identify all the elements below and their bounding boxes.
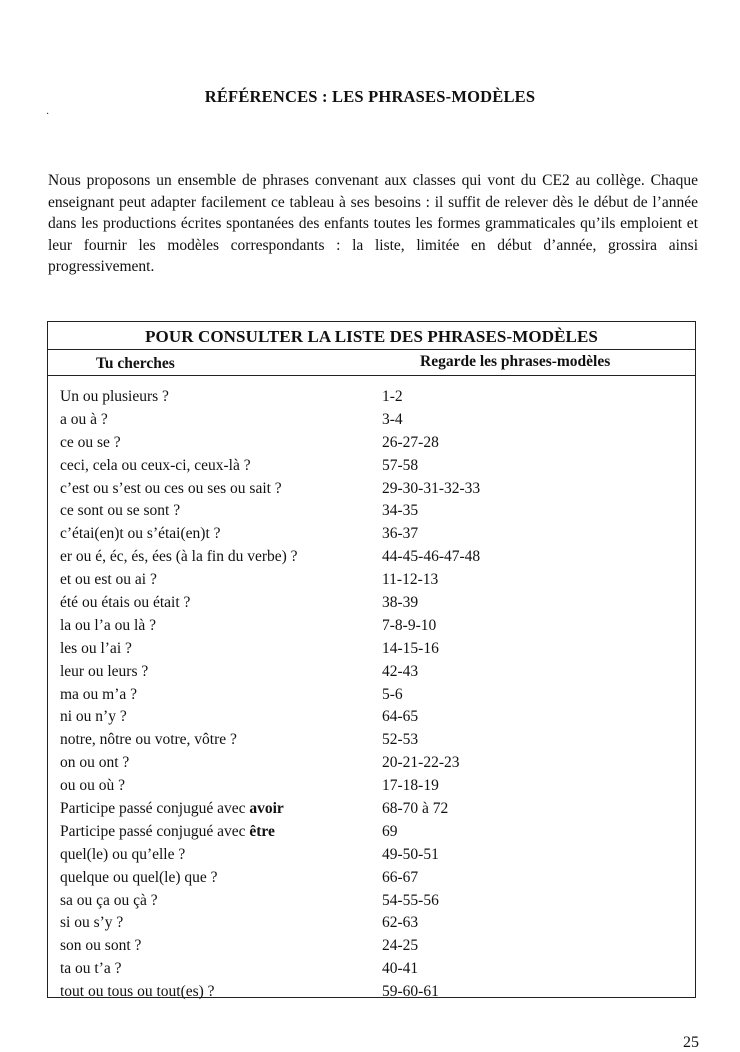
table-rows	[48, 386, 695, 1004]
model-reference: 26-27-28	[382, 433, 439, 451]
page-title: RÉFÉRENCES : LES PHRASES-MODÈLES	[204, 87, 536, 106]
model-reference: 34-35	[382, 502, 419, 520]
search-term	[60, 592, 190, 615]
model-reference: 14-15-16	[382, 639, 439, 657]
table-row	[48, 981, 695, 1004]
table-title: POUR CONSULTER LA LISTE DES PHRASES-MODÈLES	[145, 327, 598, 346]
search-term-text: ni ou n’y ?	[60, 708, 127, 726]
table-row	[48, 523, 695, 546]
model-reference: 11-12-13	[382, 571, 439, 589]
table-row	[48, 958, 695, 981]
search-term-text: on ou ont ?	[60, 754, 130, 772]
table-row	[48, 409, 695, 432]
search-term-text: Un ou plusieurs ?	[60, 388, 169, 405]
search-term	[60, 752, 129, 775]
search-term	[60, 569, 157, 592]
search-term-text: et ou est ou ai ?	[60, 571, 157, 589]
search-term	[60, 706, 127, 729]
search-term	[60, 844, 185, 867]
model-reference: 7-8-9-10	[382, 616, 437, 634]
search-term	[60, 935, 141, 958]
table-row	[48, 729, 695, 752]
table-row	[48, 569, 695, 592]
search-term	[60, 638, 132, 661]
model-reference: 57-58	[382, 456, 419, 474]
table-row	[48, 478, 695, 501]
column-header-models: Regarde les phrases-modèles	[420, 353, 611, 370]
table-row	[48, 706, 695, 729]
model-reference: 68-70 à 72	[382, 800, 449, 818]
search-term-emphasis: avoir	[249, 800, 284, 818]
search-term-text: ce ou se ?	[60, 433, 121, 451]
table-row	[48, 386, 695, 409]
model-reference: 3-4	[382, 410, 403, 428]
search-term-text: c’est ou s’est ou ces ou ses ou sait ?	[60, 479, 282, 497]
divider	[48, 375, 695, 376]
model-reference: 49-50-51	[382, 845, 439, 863]
search-term-text: leur ou leurs ?	[60, 662, 149, 680]
table-row	[48, 661, 695, 684]
reference-table	[47, 321, 696, 1001]
model-reference: 29-30-31-32-33	[382, 479, 481, 497]
search-term-text: ou ou où ?	[60, 777, 126, 795]
model-reference: 66-67	[382, 868, 419, 886]
search-term	[60, 409, 108, 432]
search-term-text: ceci, cela ou ceux-ci, ceux-là ?	[60, 456, 251, 474]
column-header-search: Tu cherches	[96, 355, 175, 372]
search-term-text: c’étai(en)t ou s’étai(en)t ?	[60, 525, 221, 543]
model-reference: 20-21-22-23	[382, 754, 460, 772]
search-term-text: notre, nôtre ou votre, vôtre ?	[60, 731, 237, 749]
search-term	[60, 455, 251, 478]
search-term	[60, 432, 121, 455]
search-term	[60, 386, 169, 409]
model-reference: 52-53	[382, 731, 419, 749]
search-term-emphasis: être	[249, 822, 275, 840]
table-row	[48, 455, 695, 478]
model-reference: 5-6	[382, 685, 403, 703]
table-row	[48, 844, 695, 867]
search-term-text: Participe passé conjugué avec	[60, 822, 250, 840]
model-reference: 44-45-46-47-48	[382, 548, 481, 566]
search-term-text: quelque ou quel(le) que ?	[60, 868, 218, 886]
search-term	[60, 890, 158, 913]
table-row	[48, 684, 695, 707]
table-row	[48, 935, 695, 958]
table-row	[48, 912, 695, 935]
intro-paragraph: Nous proposons un ensemble de phrases convenant aux classes qui vont du CE2 au collège. Chaque enseignant peut adapter facilement ce tableau à ses besoins : il suffit de relever dès le début de l’année dans les productions écrites spontanées des enfants toutes les formes grammaticales qu’ils emploient et leur fournir les modèles correspondants : la liste, limitée en début d’année, grossira ainsi progressivement.	[48, 172, 698, 276]
search-term	[60, 478, 282, 501]
table-row	[48, 546, 695, 569]
stray-mark: ·	[46, 109, 50, 120]
search-term	[60, 684, 137, 707]
search-term-text: quel(le) ou qu’elle ?	[60, 845, 186, 863]
search-term-text: les ou l’ai ?	[60, 639, 132, 657]
model-reference: 69	[382, 822, 398, 840]
search-term-text: a ou à ?	[60, 410, 108, 428]
search-term-text: ma ou m’a ?	[60, 685, 138, 703]
table-row	[48, 752, 695, 775]
table-row	[48, 890, 695, 913]
search-term-text: sa ou ça ou çà ?	[60, 891, 158, 909]
table-row	[48, 615, 695, 638]
table-row	[48, 638, 695, 661]
model-reference: 62-63	[382, 914, 419, 932]
table-row	[48, 821, 695, 844]
table-row	[48, 775, 695, 798]
search-term-text: er ou é, éc, és, ées (à la fin du verbe) ?	[60, 548, 298, 566]
search-term	[60, 615, 156, 638]
search-term-text: tout ou tous ou tout(es) ?	[60, 983, 215, 1001]
search-term-text: si ou s’y ?	[60, 914, 124, 932]
search-term-text: ta ou t’a ?	[60, 960, 122, 978]
table-row	[48, 500, 695, 523]
search-term-text: été ou étais ou était ?	[60, 594, 191, 612]
model-reference: 36-37	[382, 525, 419, 543]
model-reference: 42-43	[382, 662, 419, 680]
table-row	[48, 592, 695, 615]
table-row	[48, 867, 695, 890]
model-reference: 64-65	[382, 708, 419, 726]
search-term	[60, 500, 180, 523]
model-reference: 59-60-61	[382, 983, 439, 1001]
search-term	[60, 661, 148, 684]
table-row	[48, 432, 695, 455]
model-reference: 17-18-19	[382, 777, 439, 795]
page-number: 25	[683, 1034, 699, 1051]
search-term	[60, 798, 284, 821]
model-reference: 1-2	[382, 388, 403, 405]
model-reference: 54-55-56	[382, 891, 439, 909]
search-term	[60, 912, 123, 935]
search-term	[60, 821, 275, 844]
search-term-text: la ou l’a ou là ?	[60, 616, 156, 634]
model-reference: 38-39	[382, 594, 419, 612]
model-reference: 40-41	[382, 960, 419, 978]
search-term	[60, 958, 122, 981]
divider	[48, 349, 695, 350]
search-term	[60, 981, 215, 1004]
search-term	[60, 867, 218, 890]
search-term	[60, 775, 125, 798]
search-term-text: ce sont ou se sont ?	[60, 502, 181, 520]
search-term-text: son ou sont ?	[60, 937, 142, 955]
search-term	[60, 729, 237, 752]
table-row	[48, 798, 695, 821]
search-term-text: Participe passé conjugué avec	[60, 800, 250, 818]
search-term	[60, 523, 221, 546]
search-term	[60, 546, 298, 569]
model-reference: 24-25	[382, 937, 419, 955]
